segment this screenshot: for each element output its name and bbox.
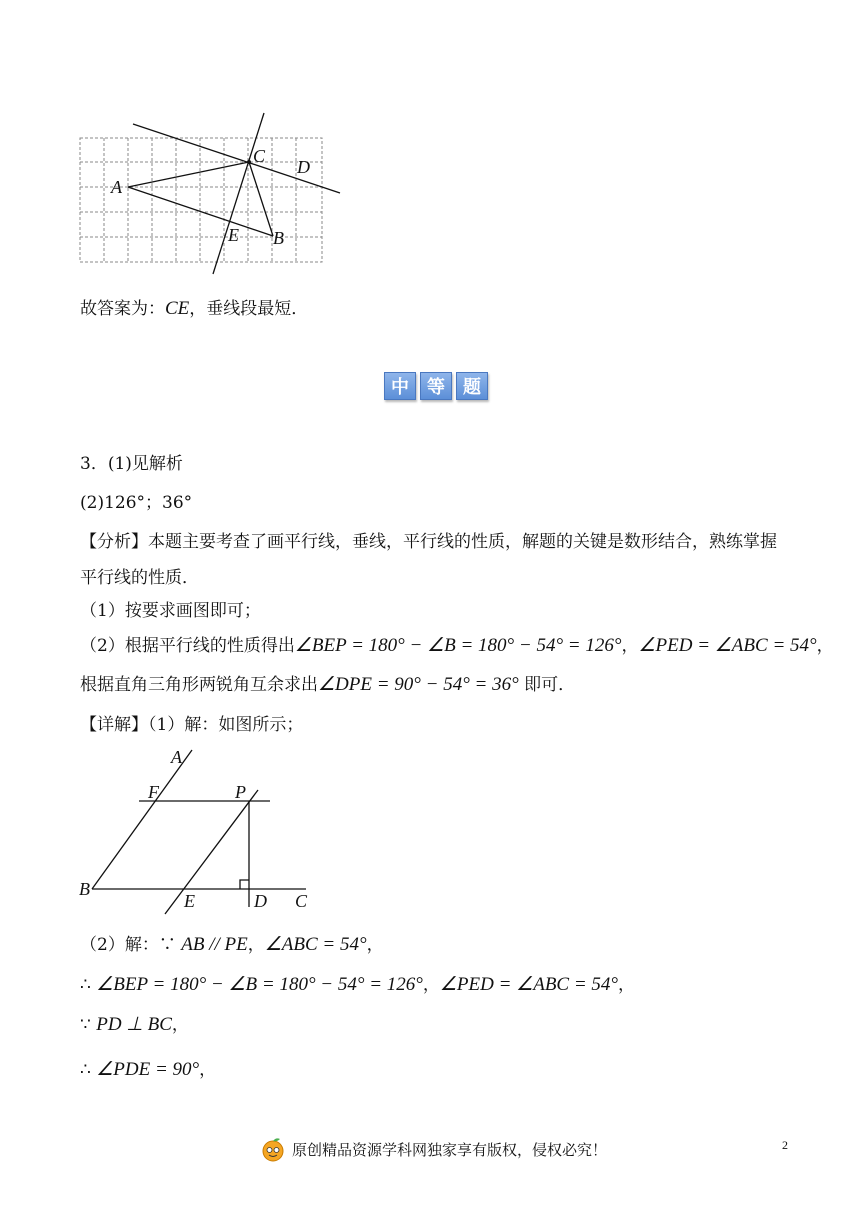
solution-4-end: ，: [199, 1060, 217, 1080]
badge-char-3: 题: [456, 372, 488, 400]
figure-1-grid-diagram: [70, 108, 360, 278]
solution-1-math-2: ∠ABC = 54°: [264, 934, 367, 955]
step-3-math: ∠DPE = 90° − 54° = 36°: [318, 674, 519, 695]
label-B: B: [79, 879, 90, 899]
step-2-sep: ，: [621, 636, 639, 656]
step-2-end: ，: [816, 636, 834, 656]
footer: [260, 1136, 607, 1162]
label-D: D: [254, 891, 267, 911]
solution-2-sep: ，: [422, 975, 440, 995]
detail-line: [80, 714, 303, 736]
step-2-math-1: ∠BEP = 180° − ∠B = 180° − 54° = 126°: [294, 635, 622, 656]
solution-1-end: ，: [366, 935, 384, 955]
solution-3-math: PD ⊥ BC: [96, 1014, 172, 1035]
step-1: （1）按要求画图即可；: [80, 601, 261, 621]
figure-2-lines: [92, 750, 306, 914]
label-C: C: [253, 146, 266, 166]
label-E: E: [184, 891, 195, 911]
page-number: 2: [782, 1138, 788, 1152]
step-3-prefix: 根据直角三角形两锐角互余求出: [80, 675, 318, 695]
answer-math: CE: [165, 298, 190, 319]
solution-line-4: [80, 1059, 216, 1081]
label-C: C: [295, 891, 308, 911]
analysis-line-2: 平行线的性质．: [80, 568, 199, 588]
label-B: B: [273, 228, 284, 248]
badge-char-2: 等: [420, 372, 452, 400]
solution-line-3: [80, 1014, 189, 1036]
step-2: [80, 635, 834, 657]
solution-2-prefix: ∴: [80, 975, 97, 995]
step-2-prefix: （2）根据平行线的性质得出: [80, 636, 295, 656]
figure-1-lines: [128, 113, 340, 274]
badge-char-1: 中: [384, 372, 416, 400]
section-badge: [384, 372, 488, 400]
solution-3-prefix: ∵: [80, 1015, 97, 1035]
label-A: A: [171, 747, 182, 767]
answer-line: [80, 298, 308, 320]
detail-tag: 【详解】: [80, 715, 148, 735]
detail-text: （1）解：如图所示；: [148, 715, 304, 735]
answer-prefix: 故答案为：: [80, 299, 165, 319]
label-A: A: [111, 177, 122, 197]
solution-1-math-1: AB // PE: [181, 934, 248, 955]
solution-2-end: ，: [618, 975, 636, 995]
footer-text: 原创精品资源学科网独家享有版权，侵权必究！: [292, 1140, 608, 1159]
solution-3-end: ，: [171, 1015, 189, 1035]
solution-1-prefix: （2）解：∵: [80, 935, 182, 955]
solution-4-prefix: ∴: [80, 1060, 97, 1080]
answer-suffix: ，垂线段最短．: [189, 299, 309, 319]
analysis-line-1: [80, 531, 777, 553]
problem-line-1: 3．(1)见解析: [80, 454, 183, 474]
analysis-tag: 【分析】: [80, 532, 148, 552]
solution-line-1: [80, 934, 384, 956]
label-P: P: [235, 782, 246, 802]
solution-4-math: ∠PDE = 90°: [96, 1059, 200, 1080]
solution-2-math-2: ∠PED = ∠ABC = 54°: [439, 974, 619, 995]
solution-1-sep: ，: [247, 935, 265, 955]
solution-line-2: [80, 974, 635, 996]
step-3: [80, 674, 575, 696]
problem-line-2: (2)126°；36°: [80, 493, 193, 513]
label-E: E: [228, 225, 239, 245]
analysis-text-1: 本题主要考查了画平行线，垂线，平行线的性质，解题的关键是数形结合，熟练掌握: [148, 532, 777, 552]
label-D: D: [297, 157, 310, 177]
orange-logo-icon: [260, 1136, 286, 1162]
grid-lines: [80, 138, 322, 262]
step-2-math-2: ∠PED = ∠ABC = 54°: [638, 635, 817, 656]
figure-2-parallel-diagram: [74, 742, 324, 922]
label-F: F: [148, 782, 159, 802]
step-3-suffix: 即可．: [518, 675, 576, 695]
solution-2-math-1: ∠BEP = 180° − ∠B = 180° − 54° = 126°: [96, 974, 423, 995]
